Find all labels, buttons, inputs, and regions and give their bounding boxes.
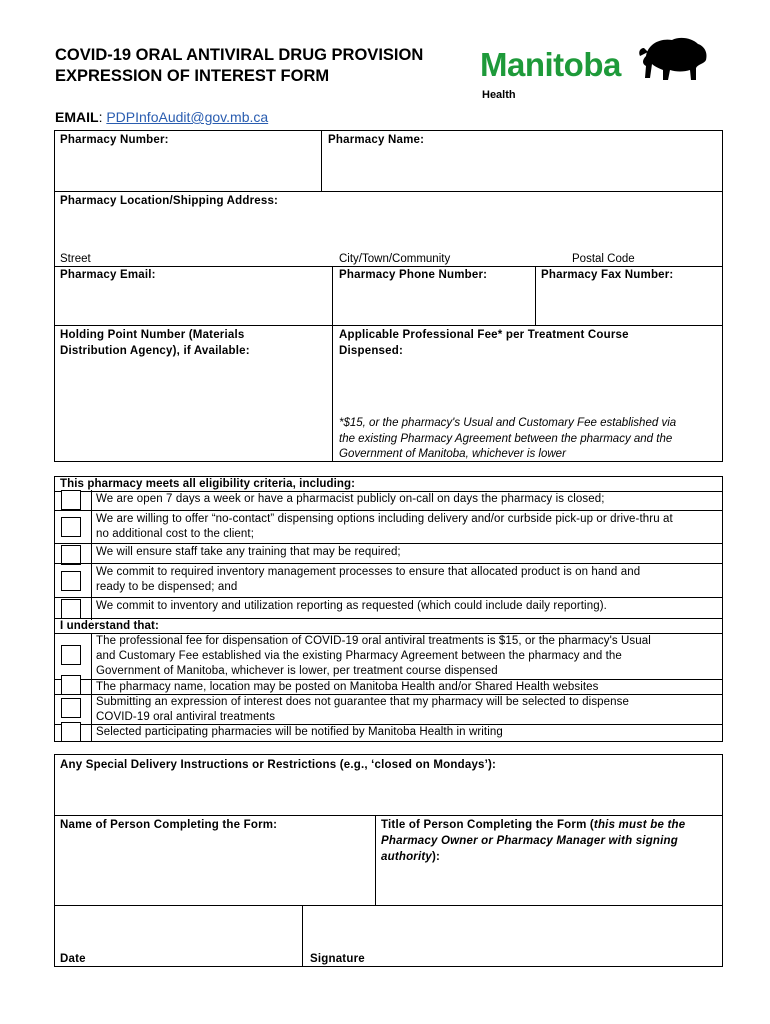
eligibility-heading: This pharmacy meets all eligibility criteria, including: (60, 478, 356, 490)
signature-label: Signature (310, 953, 365, 965)
manitoba-logo (478, 34, 713, 104)
title-label-line-1-plain: Title of Person Completing the Form ( (381, 819, 594, 831)
understand-checkbox-3[interactable] (61, 698, 81, 718)
special-instructions-label: Any Special Delivery Instructions or Restrictions (e.g., ‘closed on Mondays’): (60, 759, 497, 771)
title-label-line-1 (381, 817, 685, 833)
date-label: Date (60, 953, 86, 965)
holding-point-label (60, 327, 250, 359)
eligibility-item-2-line-1: We are willing to offer “no-contact” dispensing options including delivery and/or curbside pick-up or drive-thru at (96, 513, 673, 525)
pharmacy-email-label: Pharmacy Email: (60, 269, 156, 281)
eligibility-checkbox-1[interactable] (61, 490, 81, 510)
professional-fee-line-1: Applicable Professional Fee* per Treatment Course (339, 329, 629, 341)
fee-footnote-line-2: the existing Pharmacy Agreement between the pharmacy and the (339, 432, 673, 445)
email-link[interactable]: PDPInfoAudit@gov.mb.ca (106, 109, 269, 125)
date-field[interactable] (55, 906, 301, 950)
city-label: City/Town/Community (339, 253, 451, 265)
understand-item-1 (96, 634, 651, 679)
eligibility-item-3 (96, 545, 401, 560)
eligibility-item-1-line-1: We are open 7 days a week or have a pharmacist publicly on-call on days the pharmacy is closed; (96, 493, 605, 505)
understand-item-1-line-1: The professional fee for dispensation of COVID-19 oral antiviral treatments is $15, or the pharmacy's Usual (96, 635, 651, 647)
pharmacy-email-field[interactable] (55, 284, 331, 324)
name-label: Name of Person Completing the Form: (60, 819, 278, 831)
understand-item-1-line-2: and Customary Fee established via the existing Pharmacy Agreement between the pharmacy and the (96, 650, 622, 662)
title-label-line-2-italic: Pharmacy Owner or Pharmacy Manager with signing (381, 835, 678, 847)
fee-footnote-line-1: *$15, or the pharmacy's Usual and Customary Fee established via (339, 417, 677, 429)
location-label: Pharmacy Location/Shipping Address: (60, 195, 279, 207)
professional-fee-label (339, 327, 629, 359)
signature-field[interactable] (303, 906, 722, 950)
bison-icon (636, 34, 712, 84)
title-line-2: EXPRESSION OF INTEREST FORM (55, 67, 330, 85)
holding-point-line-1: Holding Point Number (Materials (60, 329, 245, 341)
pharmacy-number-field[interactable] (55, 150, 320, 190)
title-label (381, 817, 685, 865)
pharmacy-name-field[interactable] (322, 150, 722, 190)
eligibility-item-4 (96, 565, 640, 595)
title-line-1: COVID-19 ORAL ANTIVIRAL DRUG PROVISION (55, 46, 424, 64)
understand-item-3-line-1: Submitting an expression of interest does not guarantee that my pharmacy will be selected to dispense (96, 696, 630, 708)
understand-checkbox-2[interactable] (61, 675, 81, 695)
logo-wordmark: Manitoba (480, 46, 621, 83)
eligibility-item-5-line-1: We commit to inventory and utilization reporting as requested (which could include daily reporting). (96, 600, 607, 612)
title-label-line-3 (381, 849, 685, 865)
pharmacy-fax-label: Pharmacy Fax Number: (541, 269, 674, 281)
title-label-line-3-plain: ): (432, 851, 441, 863)
eligibility-item-2 (96, 512, 673, 542)
eligibility-item-3-line-1: We will ensure staff take any training that may be required; (96, 546, 401, 558)
name-field[interactable] (55, 835, 374, 904)
eligibility-item-4-line-1: We commit to required inventory management processes to ensure that allocated product is on hand and (96, 566, 641, 578)
logo-health-label: Health (482, 89, 516, 101)
understand-item-1-line-3: Government of Manitoba, whichever is lower, per treatment course dispensed (96, 665, 498, 677)
street-label: Street (60, 253, 91, 265)
special-instructions-field[interactable] (55, 775, 722, 814)
professional-fee-line-2: Dispensed: (339, 345, 403, 357)
title-label-line-2 (381, 833, 685, 849)
pharmacy-fax-field[interactable] (536, 284, 722, 324)
understand-item-3-line-2: COVID-19 oral antiviral treatments (96, 711, 276, 723)
understand-item-4-line-1: Selected participating pharmacies will be notified by Manitoba Health in writing (96, 726, 503, 738)
postal-label: Postal Code (572, 253, 635, 265)
eligibility-checkbox-4[interactable] (61, 571, 81, 591)
eligibility-checkbox-3[interactable] (61, 545, 81, 565)
fee-footnote-line-3: Government of Manitoba, whichever is lower (339, 448, 566, 460)
understand-heading: I understand that: (60, 620, 159, 632)
understand-checkbox-1[interactable] (61, 645, 81, 665)
understand-item-3 (96, 695, 629, 725)
form-title (55, 45, 475, 87)
location-field[interactable] (55, 210, 722, 252)
holding-point-line-2: Distribution Agency), if Available: (60, 345, 250, 357)
email-sep: : (98, 109, 107, 125)
email-label: EMAIL (55, 109, 99, 125)
eligibility-checkbox-2[interactable] (61, 517, 81, 537)
title-field[interactable] (376, 866, 722, 904)
eligibility-checkbox-5[interactable] (61, 599, 81, 619)
pharmacy-phone-field[interactable] (333, 284, 534, 324)
eligibility-item-1 (96, 492, 605, 507)
email-line (55, 109, 268, 125)
understand-item-4 (96, 725, 503, 740)
title-label-line-3-italic: authority (381, 851, 432, 863)
title-label-line-1-italic: this must be the (593, 819, 686, 831)
eligibility-item-2-line-2: no additional cost to the client; (96, 528, 255, 540)
understand-checkbox-4[interactable] (61, 722, 81, 742)
professional-fee-field[interactable] (333, 362, 722, 412)
holding-point-field[interactable] (55, 362, 331, 460)
pharmacy-phone-label: Pharmacy Phone Number: (339, 269, 488, 281)
eligibility-item-4-line-2: ready to be dispensed; and (96, 581, 238, 593)
pharmacy-name-label: Pharmacy Name: (328, 134, 425, 146)
understand-item-2 (96, 680, 599, 695)
fee-footnote (339, 416, 676, 463)
understand-item-2-line-1: The pharmacy name, location may be posted on Manitoba Health and/or Shared Health websites (96, 681, 599, 693)
pharmacy-number-label: Pharmacy Number: (60, 134, 169, 146)
eligibility-item-5 (96, 599, 607, 614)
